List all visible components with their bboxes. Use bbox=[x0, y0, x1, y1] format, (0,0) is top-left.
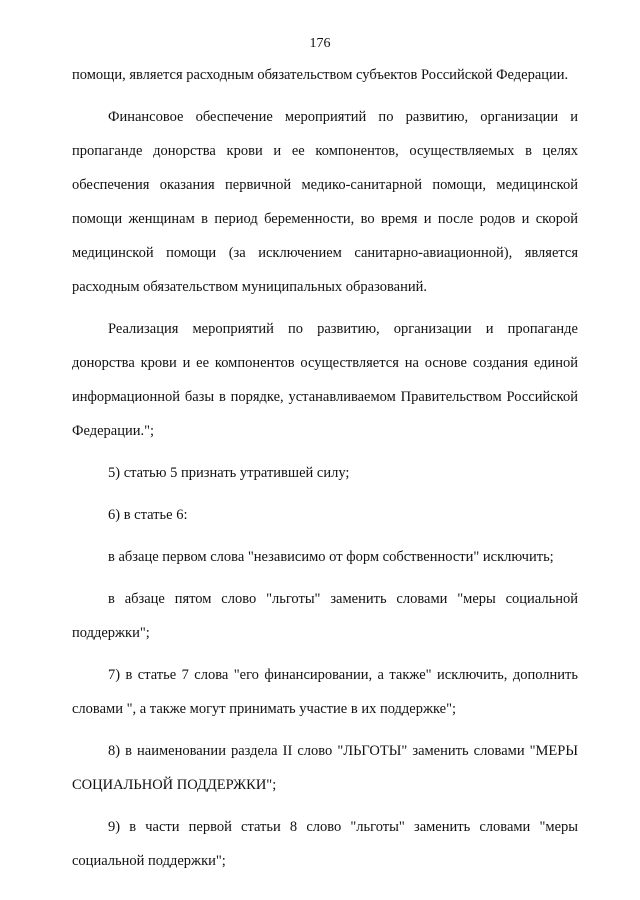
paragraph-implementation: Реализация мероприятий по развитию, организации и пропаганде донорства крови и ее компонентов осуществляется на основе создания единой информационной базы в порядке, устанавливаемом Правительством Российской Федерации."; bbox=[72, 321, 578, 439]
paragraph-item-9: 9) в части первой статьи 8 слово "льготы" заменить словами "меры социальной поддержки"; bbox=[72, 819, 578, 869]
paragraph-item-7: 7) в статье 7 слова "его финансировании, а также" исключить, дополнить словами ", а также могут принимать участие в их поддержке"; bbox=[72, 667, 578, 717]
document-body bbox=[72, 58, 578, 878]
paragraph-item-5: 5) статью 5 признать утратившей силу; bbox=[108, 465, 350, 481]
paragraph-continuation: помощи, является расходным обязательством субъектов Российской Федерации. bbox=[72, 67, 569, 83]
page-number: 176 bbox=[309, 36, 331, 51]
paragraph-financing: Финансовое обеспечение мероприятий по развитию, организации и пропаганде донорства крови и ее компонентов, осуществляемых в целях обеспечения оказания первичной медико-санитарной помощи, медицинской помощи женщинам в период беременности, во время и после родов и скорой медицинской помощи (за исключением санитарно-авиационной), является расходным обязательством муниципальных образований. bbox=[72, 109, 578, 295]
paragraph-item-6: 6) в статье 6: bbox=[108, 507, 188, 523]
paragraph-item-6-fifth-clause: в абзаце пятом слово "льготы" заменить словами "меры социальной поддержки"; bbox=[72, 591, 578, 641]
paragraph-item-6-first-clause: в абзаце первом слова "независимо от форм собственности" исключить; bbox=[108, 549, 554, 565]
paragraph-item-8: 8) в наименовании раздела II слово "ЛЬГОТЫ" заменить словами "МЕРЫ СОЦИАЛЬНОЙ ПОДДЕРЖКИ"; bbox=[72, 743, 578, 793]
